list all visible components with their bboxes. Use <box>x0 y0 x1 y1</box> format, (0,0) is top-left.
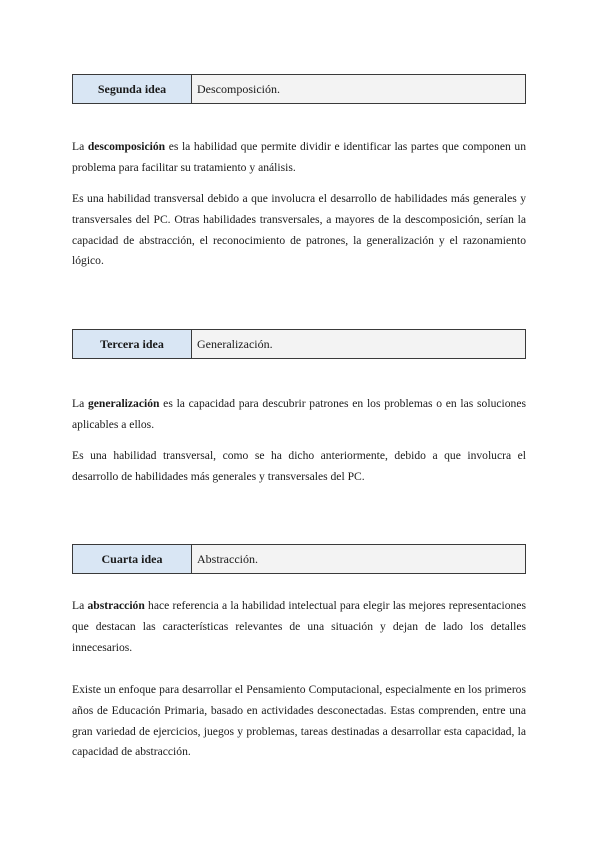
bold-term: descomposición <box>87 140 166 153</box>
idea-value: Generalización. <box>192 330 525 358</box>
paragraph: La descomposición es la habilidad que permite dividir e identificar las partes que componen un problema para facilitar su tratamiento y análisis. <box>72 140 526 174</box>
paragraph: Existe un enfoque para desarrollar el Pensamiento Computacional, especialmente en los primeros años de Educación Primaria, basado en actividades desconectadas. Estas comprenden, entre una gran variedad de ejercicios, juegos y problemas, tareas destinadas a desarrollar esta capacidad, la capacidad de abstracción. <box>72 683 526 759</box>
idea-box-segunda <box>72 74 526 104</box>
idea-value: Descomposición. <box>192 75 525 103</box>
paragraph: Es una habilidad transversal debido a que involucra el desarrollo de habilidades más generales y transversales del PC. Otras habilidades transversales, a mayores de la descomposición, serían la capacidad de abstracción, el reconocimiento de patrones, la generalización y el razonamiento lógico. <box>72 192 526 268</box>
idea-label: Tercera idea <box>73 330 192 358</box>
bold-term: abstracción <box>87 599 145 612</box>
idea-box-tercera <box>72 329 526 359</box>
paragraph: Es una habilidad transversal, como se ha dicho anteriormente, debido a que involucra el desarrollo de habilidades más generales y transversales del PC. <box>72 449 526 483</box>
idea-label: Cuarta idea <box>73 545 192 573</box>
paragraph: La generalización es la capacidad para descubrir patrones en los problemas o en las soluciones aplicables a ellos. <box>72 397 526 431</box>
bold-term: generalización <box>87 397 160 410</box>
idea-box-cuarta <box>72 544 526 574</box>
idea-label: Segunda idea <box>73 75 192 103</box>
paragraph: La abstracción hace referencia a la habilidad intelectual para elegir las mejores representaciones que destacan las características relevantes de una situación y dejan de lado los detalles innecesarios. <box>72 599 526 654</box>
idea-value: Abstracción. <box>192 545 525 573</box>
